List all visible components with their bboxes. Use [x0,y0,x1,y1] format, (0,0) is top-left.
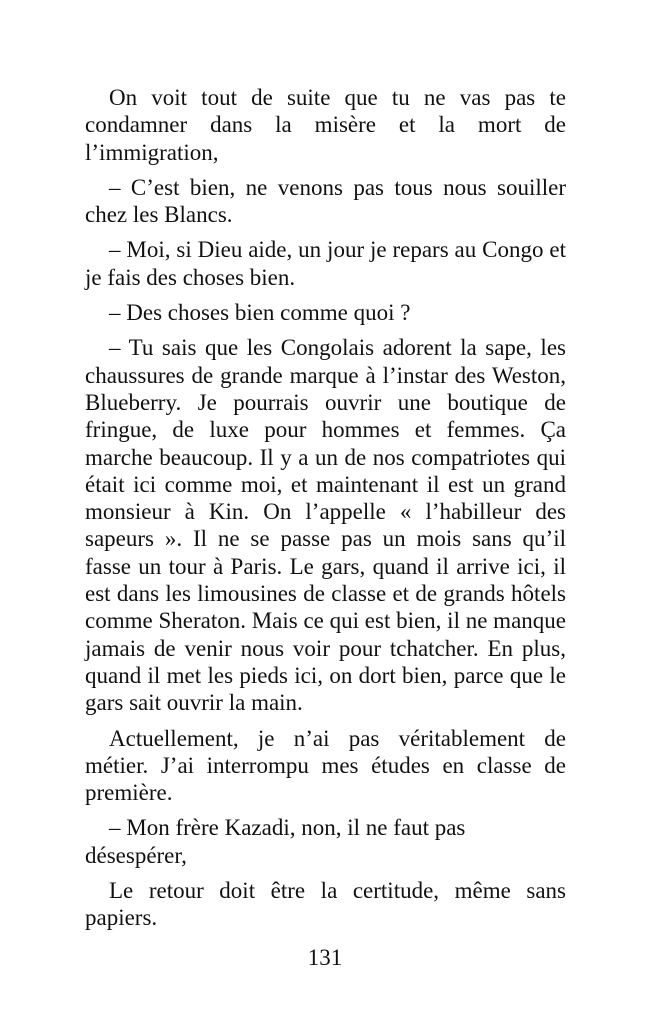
paragraph-4: – Des choses bien comme quoi ? [109,300,411,326]
paragraph-3: – Moi, si Dieu aide, un jour je repars au Congo et je fais des choses bien. [85,237,566,290]
paragraph-7: – Mon frère Kazadi, non, il ne faut pas désespérer, [85,815,466,868]
paragraph-2: – C’est bien, ne venons pas tous nous souiller chez les Blancs. [85,174,566,228]
paragraph-1: On voit tout de suite que tu ne vas pas te condamner dans la misère et la mort de l’immigration, [85,85,566,165]
page-number: 131 [307,945,343,970]
page-body [85,84,566,940]
paragraph-5: – Tu sais que les Congolais adorent la sape, les chaussures de grande marque à l’instar des Weston, Blueberry. Je pourrais ouvrir une boutique de fringue, de luxe pour hommes et femmes. Ça marche beaucoup. Il y a un de nos compatriotes qui était ici comme moi, et maintenant il est un grand monsieur à Kin. On l’appelle « l’habilleur des sapeurs ». Il ne se passe pas un mois sans qu’il fasse un tour à Paris. Le gars, quand il arrive ici, il est dans les limousines de classe et de grands hôtels comme Sheraton. Mais ce qui est bien, il ne manque jamais de venir nous voir pour tchatcher. En plus, quand il met les pieds ici, on dort bien, parce que le gars sait ouvrir la main. [85,335,566,716]
paragraph-6: Actuellement, je n’ai pas véritablement de métier. J’ai interrompu mes études en classe de première. [85,725,566,806]
paragraph-8: Le retour doit être la certitude, même sans papiers. [85,878,566,931]
